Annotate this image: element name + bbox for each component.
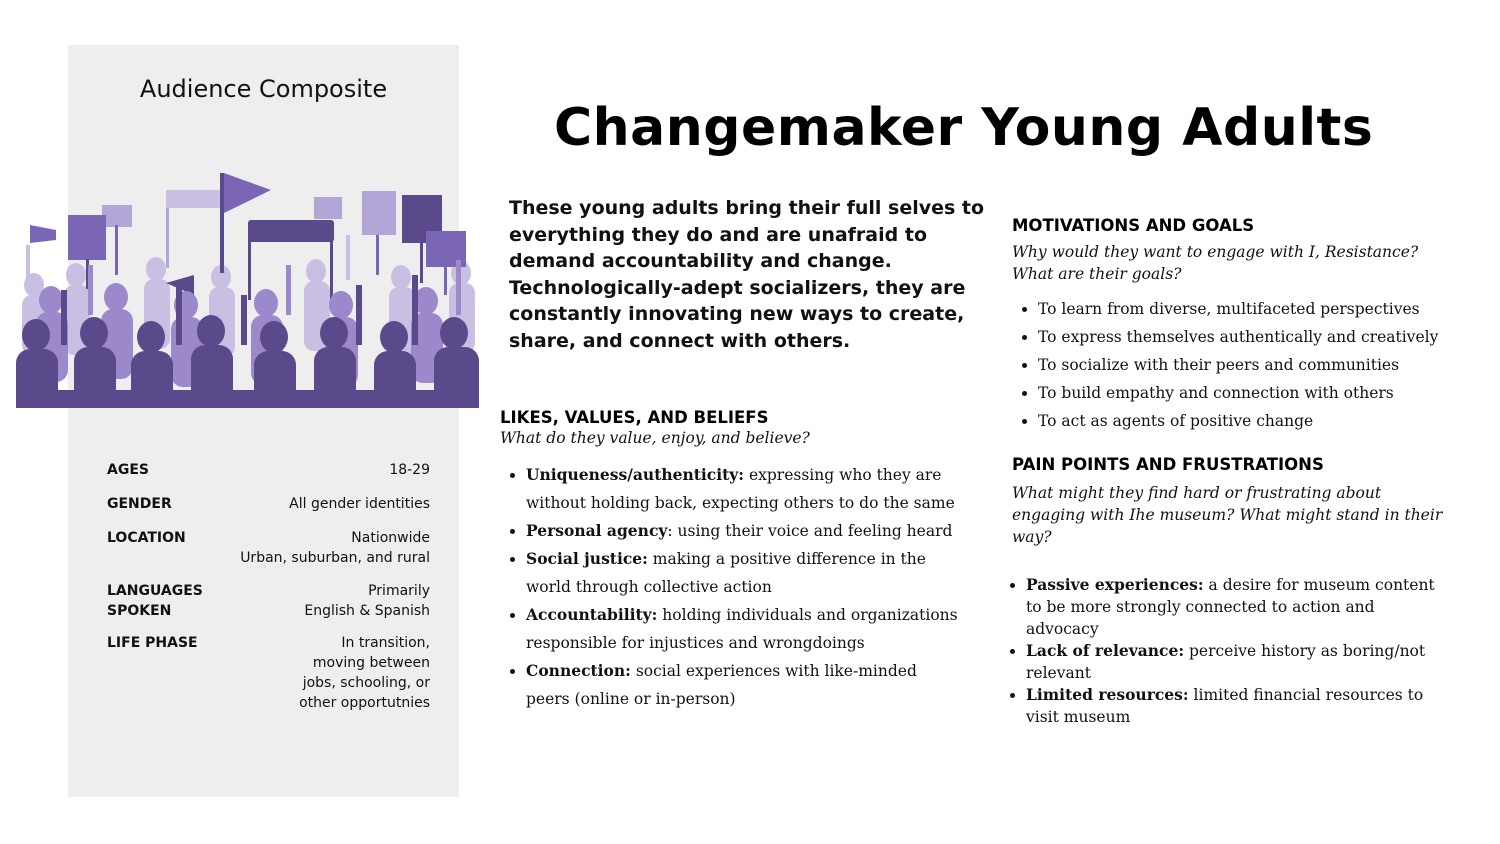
intro-paragraph: These young adults bring their full selves to everything they do and are unafraid to demand accountability and change. Technologically-adept socializers, they are constantly innovating new ways to create, share, and connect with others. — [509, 197, 985, 352]
list-item — [526, 657, 960, 713]
item-text: making a positive difference in the world through collective action — [526, 550, 926, 596]
info-value-line: moving between — [312, 655, 430, 671]
info-label: LANGUAGES SPOKEN — [107, 583, 203, 619]
motivations-list — [1012, 295, 1452, 435]
info-label: LIFE PHASE — [107, 635, 198, 651]
section-heading: PAIN POINTS AND FRUSTRATIONS — [1012, 455, 1324, 474]
item-text: a desire for museum content to be more strongly connected to action and advocacy — [1026, 576, 1435, 638]
item-term: Personal agency — [526, 521, 668, 540]
info-row-life-phase — [107, 633, 430, 713]
pain-points-section — [1012, 455, 1452, 728]
likes-section — [500, 408, 960, 713]
info-value-line: 18-29 — [389, 462, 430, 478]
list-item: • To express themselves authentically and creatively — [1038, 323, 1452, 351]
item-text: perceive history as boring/not relevant — [1026, 642, 1426, 682]
motivations-section — [1012, 216, 1452, 435]
item-text: social experiences with like-minded peers (online or in-person) — [526, 662, 917, 708]
section-question: Why would they want to engage with I, Resistance? What are their goals? — [1012, 243, 1419, 283]
audience-info-table — [107, 460, 430, 713]
section-question: What might they find hard or frustrating about engaging with Ihe museum? What might stand in their way? — [1012, 484, 1443, 546]
section-heading: MOTIVATIONS AND GOALS — [1012, 216, 1255, 235]
info-value-line: In transition, — [341, 635, 430, 651]
info-label: AGES — [107, 462, 149, 478]
info-row-gender — [107, 494, 430, 514]
pain-points-list — [1012, 574, 1452, 728]
item-text: limited financial resources to visit museum — [1026, 686, 1424, 726]
panel-title: Audience Composite — [139, 75, 388, 103]
list-item — [1026, 640, 1452, 684]
item-text: expressing who they are without holding back, expecting others to do the same — [526, 466, 955, 512]
protest-crowd-illustration — [16, 165, 479, 408]
info-value-line: Urban, suburban, and rural — [240, 550, 430, 566]
item-term: Lack of relevance: — [1026, 641, 1185, 660]
info-row-location — [107, 528, 430, 568]
list-item — [1026, 574, 1452, 640]
info-value-line: Primarily — [368, 583, 430, 599]
list-item: • To learn from diverse, multifaceted perspectives — [1038, 295, 1452, 323]
item-term: Connection: — [526, 661, 631, 680]
list-item: • To build empathy and connection with others — [1038, 379, 1452, 407]
list-item — [526, 461, 960, 517]
list-item — [526, 545, 960, 601]
info-value-line: English & Spanish — [304, 603, 430, 619]
list-item — [526, 601, 960, 657]
info-row-languages — [107, 581, 430, 621]
item-term: Passive experiences: — [1026, 575, 1204, 594]
info-value-line: All gender identities — [289, 496, 430, 512]
item-text: : using their voice and feeling heard — [667, 522, 953, 540]
info-value-line: Nationwide — [351, 530, 430, 546]
info-value-line: other opportutnies — [299, 695, 430, 711]
item-term: Accountability: — [526, 605, 658, 624]
list-item — [1026, 684, 1452, 728]
info-value-line: jobs, schooling, or — [302, 675, 430, 691]
likes-list — [500, 461, 960, 713]
section-heading: LIKES, VALUES, AND BELIEFS — [500, 408, 769, 427]
info-label: LOCATION — [107, 530, 186, 546]
item-term: Social justice: — [526, 549, 648, 568]
info-label: GENDER — [107, 496, 172, 512]
item-term: Uniqueness/authenticity: — [526, 465, 745, 484]
item-text: holding individuals and organizations responsible for injustices and wrongdoings — [526, 606, 958, 652]
list-item: • To socialize with their peers and communities — [1038, 351, 1452, 379]
page-title: Changemaker Young Adults — [554, 98, 1374, 158]
info-row-ages — [107, 460, 430, 480]
list-item — [526, 517, 960, 545]
list-item: • To act as agents of positive change — [1038, 407, 1452, 435]
item-term: Limited resources: — [1026, 685, 1189, 704]
section-question: What do they value, enjoy, and believe? — [500, 429, 810, 447]
